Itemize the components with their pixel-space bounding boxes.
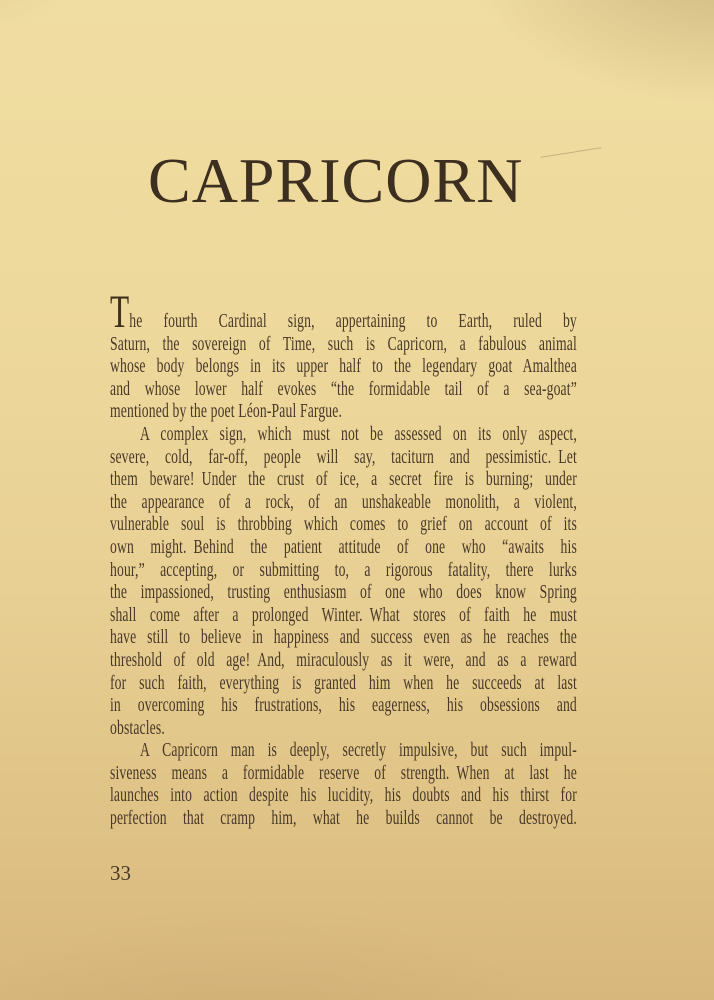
text-line: hour,” accepting, or submitting to, a rigorous fatality, there lurks	[110, 558, 577, 581]
text-line: have still to believe in happiness and success even as he reaches the	[110, 626, 577, 649]
text-line: A Capricorn man is deeply, secretly impulsive, but such impul-	[140, 739, 577, 762]
paragraph-1	[110, 286, 577, 423]
text-line: the impassioned, trusting enthusiasm of one who does know Spring	[110, 581, 577, 604]
paper-scratch-mark	[540, 147, 601, 158]
raised-cap-initial: T	[110, 286, 130, 338]
text-line: vulnerable soul is throbbing which comes to grief on account of its	[110, 513, 577, 536]
text-line: them beware! Under the crust of ice, a secret fire is burning; under	[110, 468, 577, 491]
page-number: 33	[110, 861, 131, 885]
text-line: shall come after a prolonged Winter. What stores of faith he must	[110, 603, 577, 626]
text-line: mentioned by the poet Léon-Paul Fargue.	[110, 400, 343, 423]
page-title: CAPRICORN	[148, 145, 524, 216]
text-line: in overcoming his frustrations, his eagerness, his obsessions and	[110, 694, 577, 717]
paragraph-2	[110, 423, 577, 739]
text-line: for such faith, everything is granted him when he succeeds at last	[110, 671, 577, 694]
text-line: the appearance of a rock, of an unshakeable monolith, a violent,	[110, 490, 577, 513]
paragraph-3	[110, 739, 577, 829]
text-line: siveness means a formidable reserve of strength. When at last he	[110, 761, 577, 784]
text-line: own might. Behind the patient attitude of one who “awaits his	[110, 535, 577, 558]
text-line: Saturn, the sovereign of Time, such is Capricorn, a fabulous animal	[110, 332, 577, 355]
text-line-rest: he fourth Cardinal sign, appertaining to Earth, ruled by	[129, 310, 577, 332]
text-line: severe, cold, far-off, people will say, taciturn and pessimistic. Let	[110, 445, 577, 468]
text-line: A complex sign, which must not be assessed on its only aspect,	[140, 422, 577, 445]
text-line: perfection that cramp him, what he builds cannot be destroyed.	[110, 807, 577, 830]
body-text	[110, 286, 577, 830]
text-line: and whose lower half evokes “the formidable tail of a sea-goat”	[110, 377, 577, 400]
text-line: launches into action despite his lucidity, his doubts and his thirst for	[110, 784, 577, 807]
text-line: obstacles.	[110, 716, 165, 739]
text-line	[110, 286, 577, 338]
text-line: threshold of old age! And, miraculously as it were, and as a reward	[110, 648, 577, 671]
text-line: whose body belongs in its upper half to the legendary goat Amalthea	[110, 355, 577, 378]
